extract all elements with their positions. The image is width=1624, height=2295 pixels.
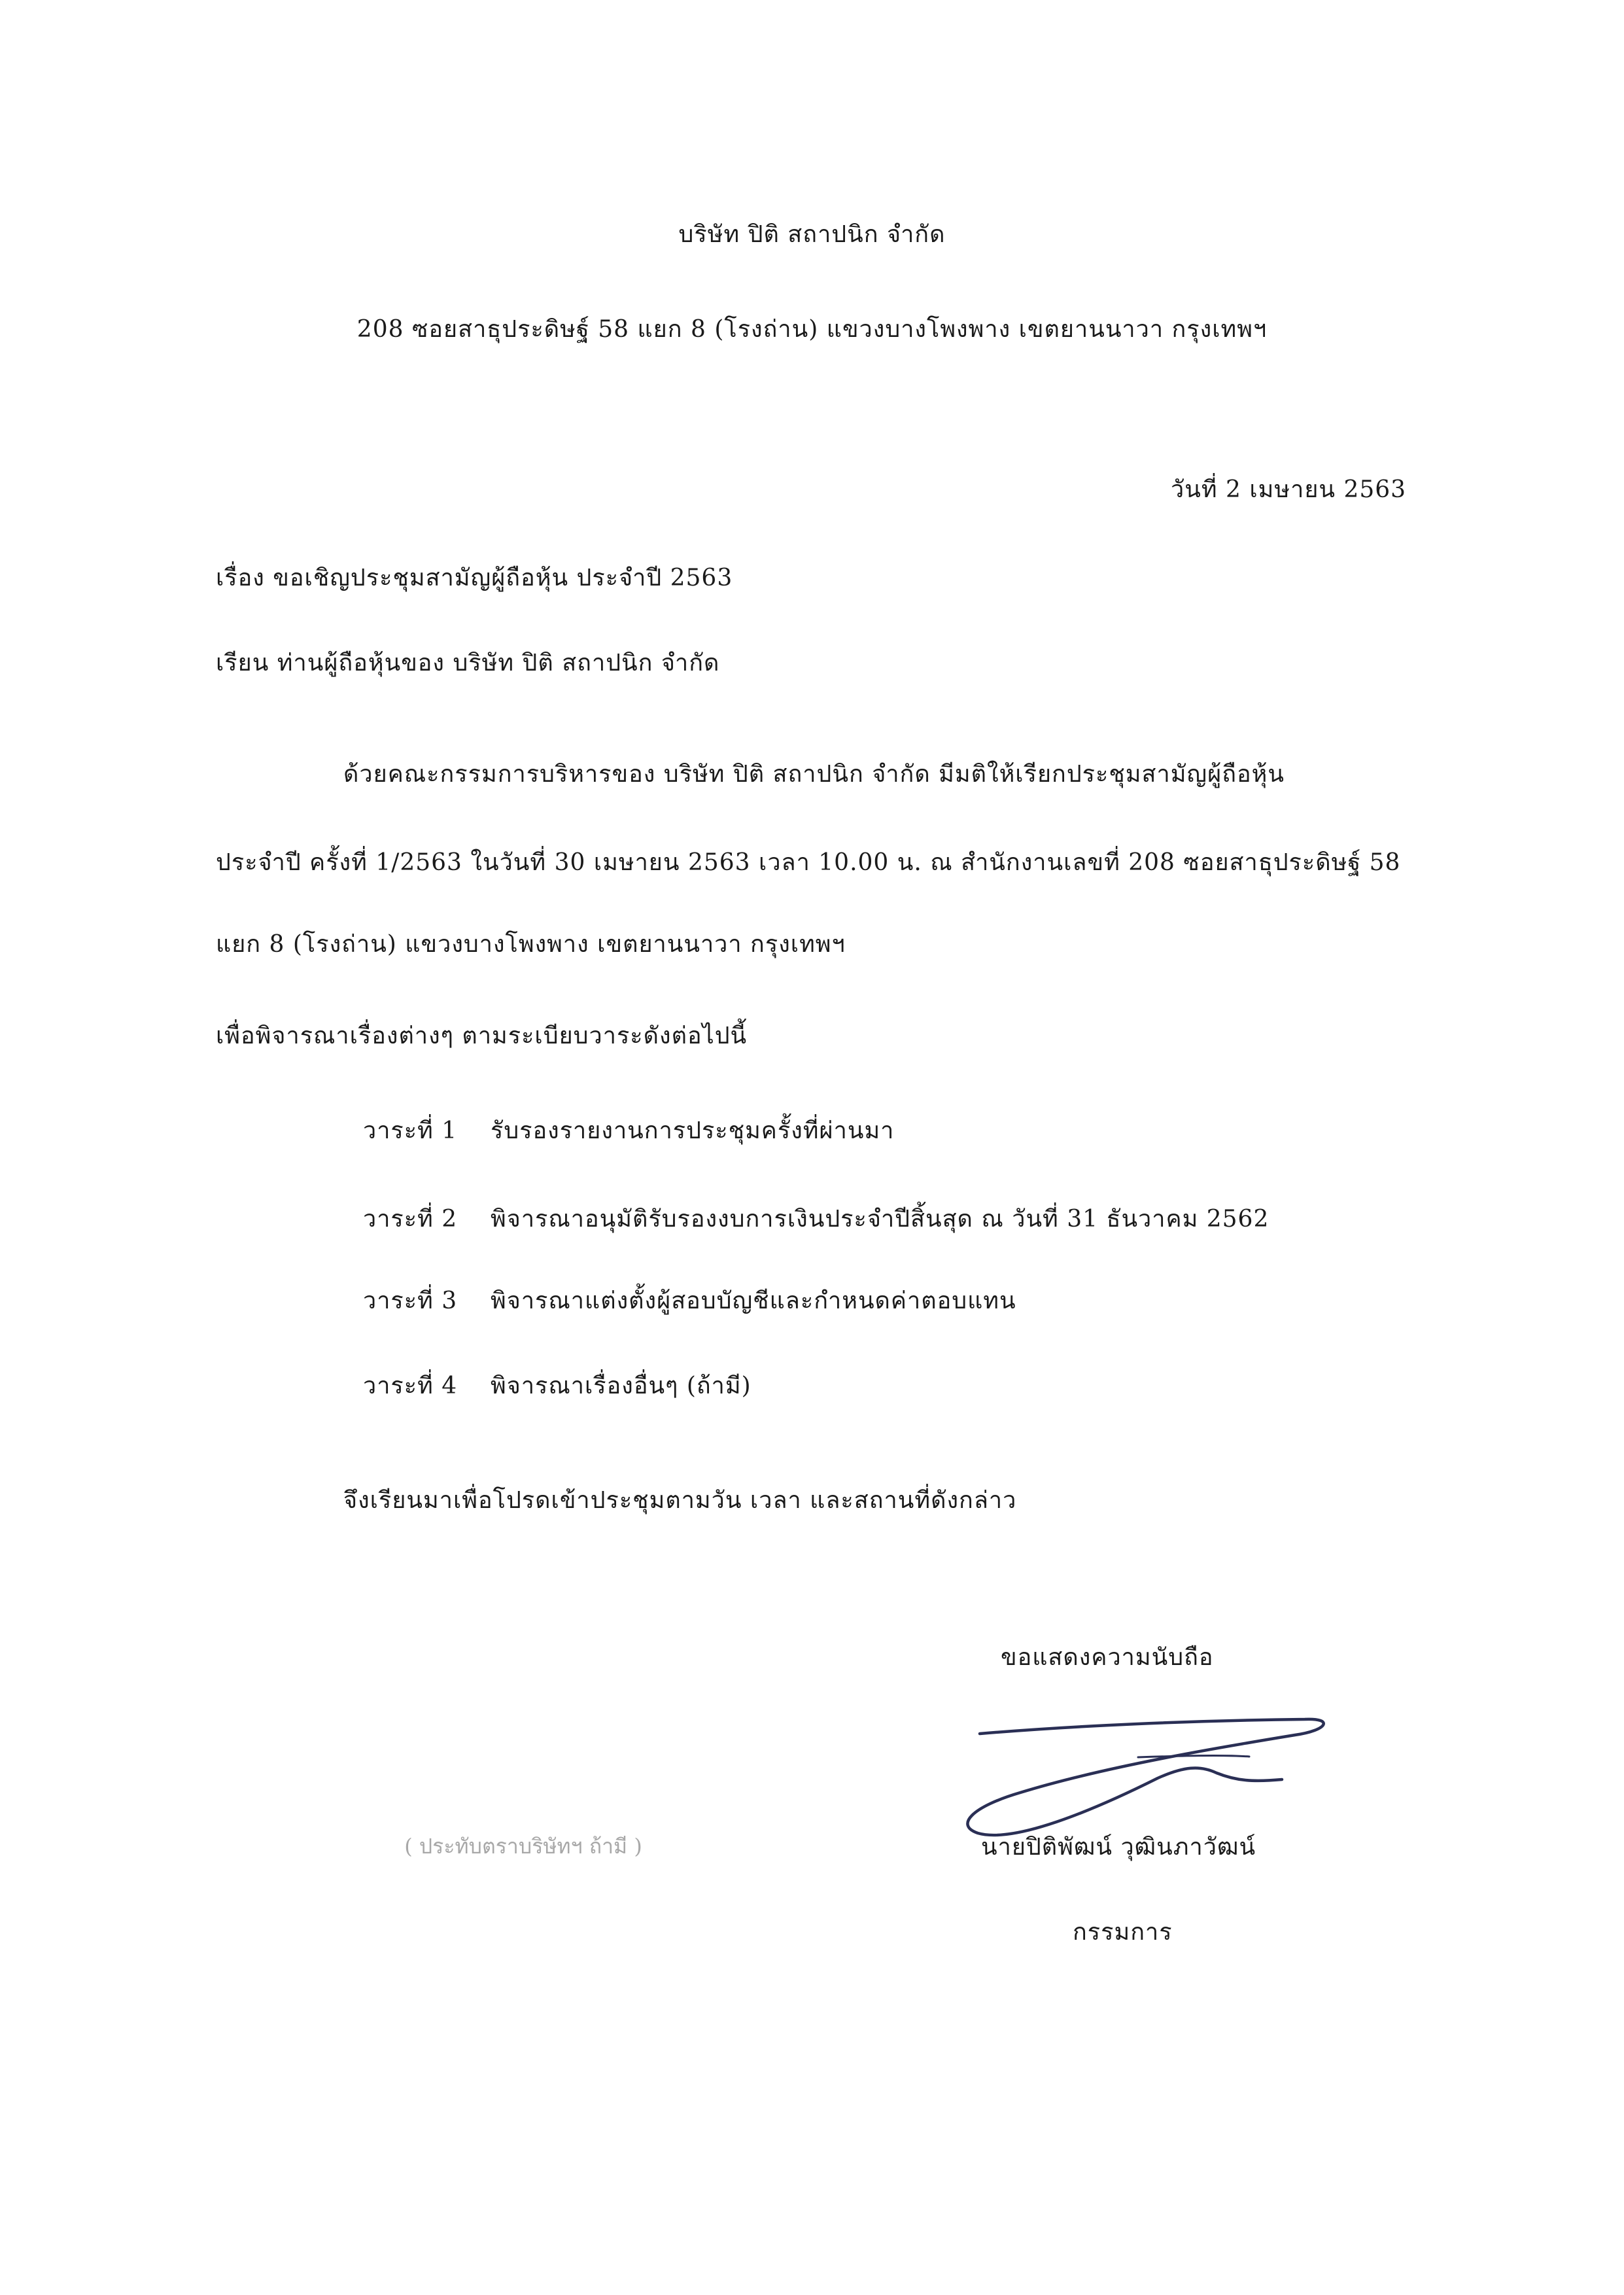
agenda-item-number: วาระที่ 1 [363, 1117, 458, 1144]
signatory-position: กรรมการ [1073, 1919, 1173, 1946]
body-paragraph-line-1: ด้วยคณะกรรมการบริหารของ บริษัท ปิติ สถาปนิก จำกัด มีมติให้เรียกประชุมสามัญผู้ถือหุ้น [343, 761, 1285, 788]
letter-recipient: เรียน ท่านผู้ถือหุ้นของ บริษัท ปิติ สถาปนิก จำกัด [216, 650, 720, 676]
agenda-item-number: วาระที่ 2 [363, 1206, 458, 1233]
company-address: 208 ซอยสาธุประดิษฐ์ 58 แยก 8 (โรงถ่าน) แขวงบางโพงพาง เขตยานนาวา กรุงเทพฯ [356, 316, 1268, 343]
agenda-item-number: วาระที่ 3 [363, 1288, 458, 1314]
agenda-intro: เพื่อพิจารณาเรื่องต่างๆ ตามระเบียบวาระดังต่อไปนี้ [216, 1023, 748, 1049]
signatory-name: นายปิติพัฒน์ วุฒินภาวัฒน์ [981, 1834, 1256, 1861]
handwritten-signature [942, 1694, 1347, 1845]
body-paragraph-line-2: ประจำปี ครั้งที่ 1/2563 ในวันที่ 30 เมษายน 2563 เวลา 10.00 น. ณ สำนักงานเลขที่ 208 ซอยสาธุประดิษฐ์ 58 [216, 849, 1401, 876]
agenda-item-4 [363, 1371, 752, 1402]
agenda-item-1 [363, 1115, 894, 1147]
agenda-item-text: รับรองรายงานการประชุมครั้งที่ผ่านมา [491, 1117, 895, 1144]
agenda-item-2 [363, 1204, 1269, 1235]
agenda-item-text: พิจารณาอนุมัติรับรองงบการเงินประจำปีสิ้นสุด ณ วันที่ 31 ธันวาคม 2562 [491, 1206, 1270, 1233]
closing-sentence: จึงเรียนมาเพื่อโปรดเข้าประชุมตามวัน เวลา และสถานที่ดังกล่าว [343, 1487, 1017, 1514]
body-paragraph-line-3: แยก 8 (โรงถ่าน) แขวงบางโพงพาง เขตยานนาวา กรุงเทพฯ [216, 931, 846, 958]
agenda-item-3 [363, 1286, 1016, 1317]
company-seal-placeholder: ( ประทับตราบริษัทฯ ถ้ามี ) [404, 1834, 642, 1859]
company-name: บริษัท ปิติ สถาปนิก จำกัด [678, 221, 946, 248]
letter-date: วันที่ 2 เมษายน 2563 [1171, 476, 1407, 503]
agenda-item-number: วาระที่ 4 [363, 1373, 458, 1399]
agenda-item-text: พิจารณาแต่งตั้งผู้สอบบัญชีและกำหนดค่าตอบแทน [491, 1288, 1016, 1314]
regards: ขอแสดงความนับถือ [1001, 1644, 1214, 1671]
agenda-item-text: พิจารณาเรื่องอื่นๆ (ถ้ามี) [491, 1373, 752, 1399]
letter-subject: เรื่อง ขอเชิญประชุมสามัญผู้ถือหุ้น ประจำปี 2563 [216, 565, 733, 591]
